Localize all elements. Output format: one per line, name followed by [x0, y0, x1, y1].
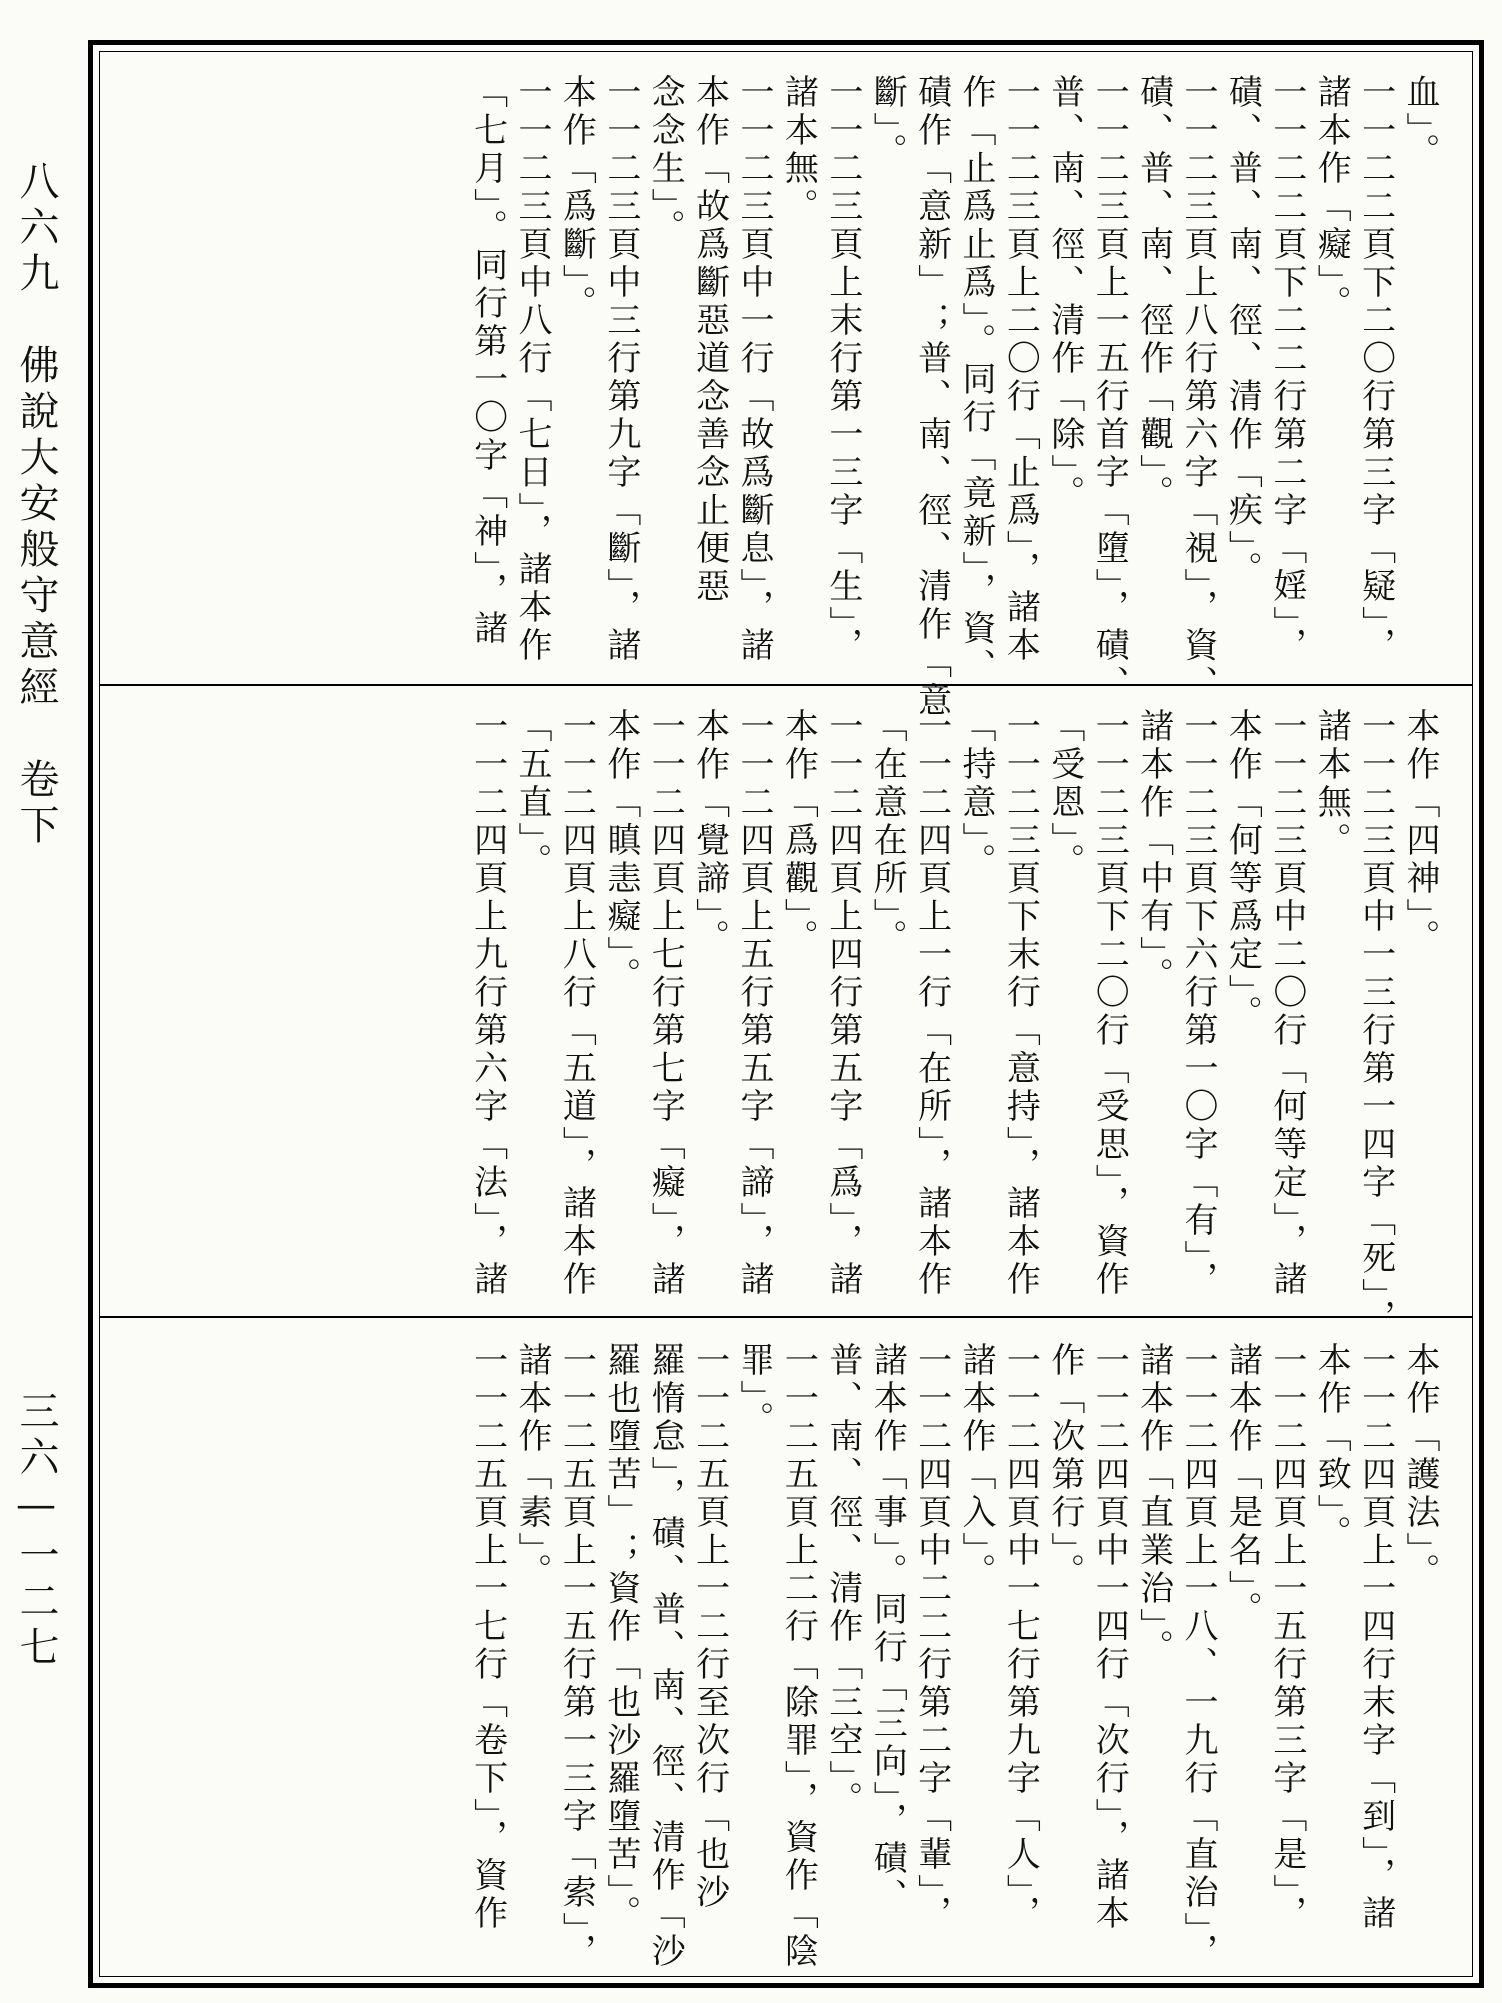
collation-column: 一一二三頁中一行「故爲斷息」，諸: [734, 74, 774, 665]
collation-column: 羅也墮苦」；資作「也沙羅墮苦」。: [600, 1342, 641, 1933]
collation-column: 諸本作「事」。同行「三向」，磧、: [867, 1342, 908, 1916]
collation-column: 一一二三頁中一三行第一四字「死」，: [1355, 708, 1396, 1337]
collation-column: 血」。: [1400, 74, 1440, 171]
collation-column: 一一二四頁中一四行「次行」，諸本: [1089, 1342, 1130, 1933]
collation-column: 一一二五頁上一五行第一三字「索」，: [556, 1342, 597, 1971]
collation-column: 一一二四頁上一四行末字「到」，諸: [1355, 1342, 1396, 1933]
collation-column: 本作「瞋恚癡」。: [600, 708, 641, 995]
collation-column: 一一二五頁上一二行至次行「也沙: [689, 1342, 730, 1912]
collation-column: 一一二四頁上七行第七字「癡」，諸: [645, 708, 686, 1299]
collation-column: 本作「何等爲定」。: [1222, 708, 1263, 1033]
collation-column: 諸本作「是名」。: [1222, 1342, 1263, 1629]
collation-column: 一一二五頁上一七行「卷下」，資作: [467, 1342, 508, 1933]
collation-column: 一一二三頁上一五行首字「墮」，磧、: [1089, 74, 1130, 703]
collation-column: 一一二三頁下末行「意持」，諸本作: [1000, 708, 1041, 1299]
collation-column: 諸本作「直業治」。: [1133, 1342, 1174, 1667]
collation-column: 一一二四頁中二二行第二字「輩」，: [911, 1342, 952, 1933]
collation-column: 一一二五頁上二行「除罪」，資作「陰: [778, 1342, 819, 1971]
collation-column: 一一二三頁下二〇行「受思」，資作: [1089, 708, 1130, 1299]
outer-margin: [8, 160, 59, 1940]
collation-column: 普、南、徑、清作「除」。: [1044, 74, 1085, 513]
collation-column: 作「次第行」。: [1044, 1342, 1085, 1591]
collation-column: 一一二二頁下二〇行第三字「疑」，: [1355, 74, 1396, 665]
collation-column: 諸本無。: [1311, 708, 1352, 860]
collation-column: 一一二二頁下二二行第二字「婬」，: [1266, 74, 1307, 665]
collation-column: 「七月」。同行第一〇字「神」，諸: [467, 74, 508, 648]
collation-column: 念念生」。: [645, 74, 686, 247]
collation-column: 「五直」。: [512, 708, 552, 881]
collation-column: 本作「護法」。: [1400, 1342, 1440, 1591]
collation-column: 諸本無。: [778, 74, 819, 226]
collation-column: 本作「爲觀」。: [778, 708, 819, 957]
collation-column: 本作「致」。: [1311, 1342, 1352, 1553]
page-frame: [88, 40, 1484, 1988]
collation-column: 斷」。: [867, 74, 908, 171]
collation-column: 磧作「意新」；普、南、徑、清作「意: [911, 74, 952, 720]
collation-column: 一一二四頁上五行第五字「諦」，諸: [734, 708, 774, 1299]
collation-column: 一一二四頁上八行「五道」，諸本作: [556, 708, 597, 1299]
collation-band-3: [100, 1316, 1472, 1983]
collation-column: 諸本作「癡」。: [1311, 74, 1352, 323]
collation-column: 罪」。: [734, 1342, 774, 1439]
collation-column: 諸本作「入」。: [956, 1342, 996, 1591]
collation-column: 磧、普、南、徑作「觀」。: [1133, 74, 1174, 513]
collation-column: 一一二四頁上九行第六字「法」，諸: [467, 708, 508, 1299]
collation-column: 一一二三頁下六行第一〇字「有」，: [1178, 708, 1218, 1299]
collation-column: 普、南、徑、清作「三空」。: [822, 1342, 863, 1819]
collation-column: 諸本作「素」。: [512, 1342, 552, 1591]
collation-column: 一一二四頁上一五行第三字「是」，: [1266, 1342, 1307, 1933]
collation-column: 一一二三頁中八行「七日」，諸本作: [512, 74, 552, 665]
margin-page-reference: 三六—一二七: [13, 1390, 59, 1672]
collation-column: 本作「覺諦」。: [689, 708, 730, 957]
collation-column: 作「止爲止爲」。同行「竟新」，資、: [956, 74, 996, 686]
collation-column: 一一二四頁中一七行第九字「人」，: [1000, 1342, 1041, 1933]
collation-band-1: [100, 52, 1472, 720]
collation-column: 一一二三頁中三行第九字「斷」，諸: [600, 74, 641, 665]
collation-column: 「受恩」。: [1044, 708, 1085, 881]
collation-column: 「持意」。: [956, 708, 996, 881]
collation-column: 羅惰怠」，磧、普、南、徑、清作「沙: [645, 1342, 686, 1971]
collation-column: 本作「爲斷」。: [556, 74, 597, 323]
collation-column: 諸本作「中有」。: [1133, 708, 1174, 995]
collation-band-2: [100, 684, 1472, 1337]
collation-column: 本作「故爲斷惡道念善念止便惡: [689, 74, 730, 606]
collation-column: 一一二三頁上二〇行「止爲」，諸本: [1000, 74, 1041, 665]
collation-column: 一一二三頁上末行第一三字「生」，: [822, 74, 863, 665]
collation-column: 一一二四頁上一行「在所」，諸本作: [911, 708, 952, 1299]
collation-column: 一一二四頁上四行第五字「爲」，諸: [822, 708, 863, 1299]
inner-frame: [99, 51, 1473, 1977]
margin-sutra-title: 八六九 佛說大安般守意經 卷下: [13, 160, 59, 850]
collation-column: 一一二三頁中二〇行「何等定」，諸: [1266, 708, 1307, 1299]
collation-column: 一一二四頁上一八、一九行「直治」，: [1178, 1342, 1218, 1971]
collation-column: 一一二三頁上八行第六字「視」，資、: [1178, 74, 1218, 703]
collation-column: 「在意在所」。: [867, 708, 908, 957]
collation-column: 磧、普、南、徑、清作「疾」。: [1222, 74, 1263, 589]
collation-column: 本作「四神」。: [1400, 708, 1440, 957]
